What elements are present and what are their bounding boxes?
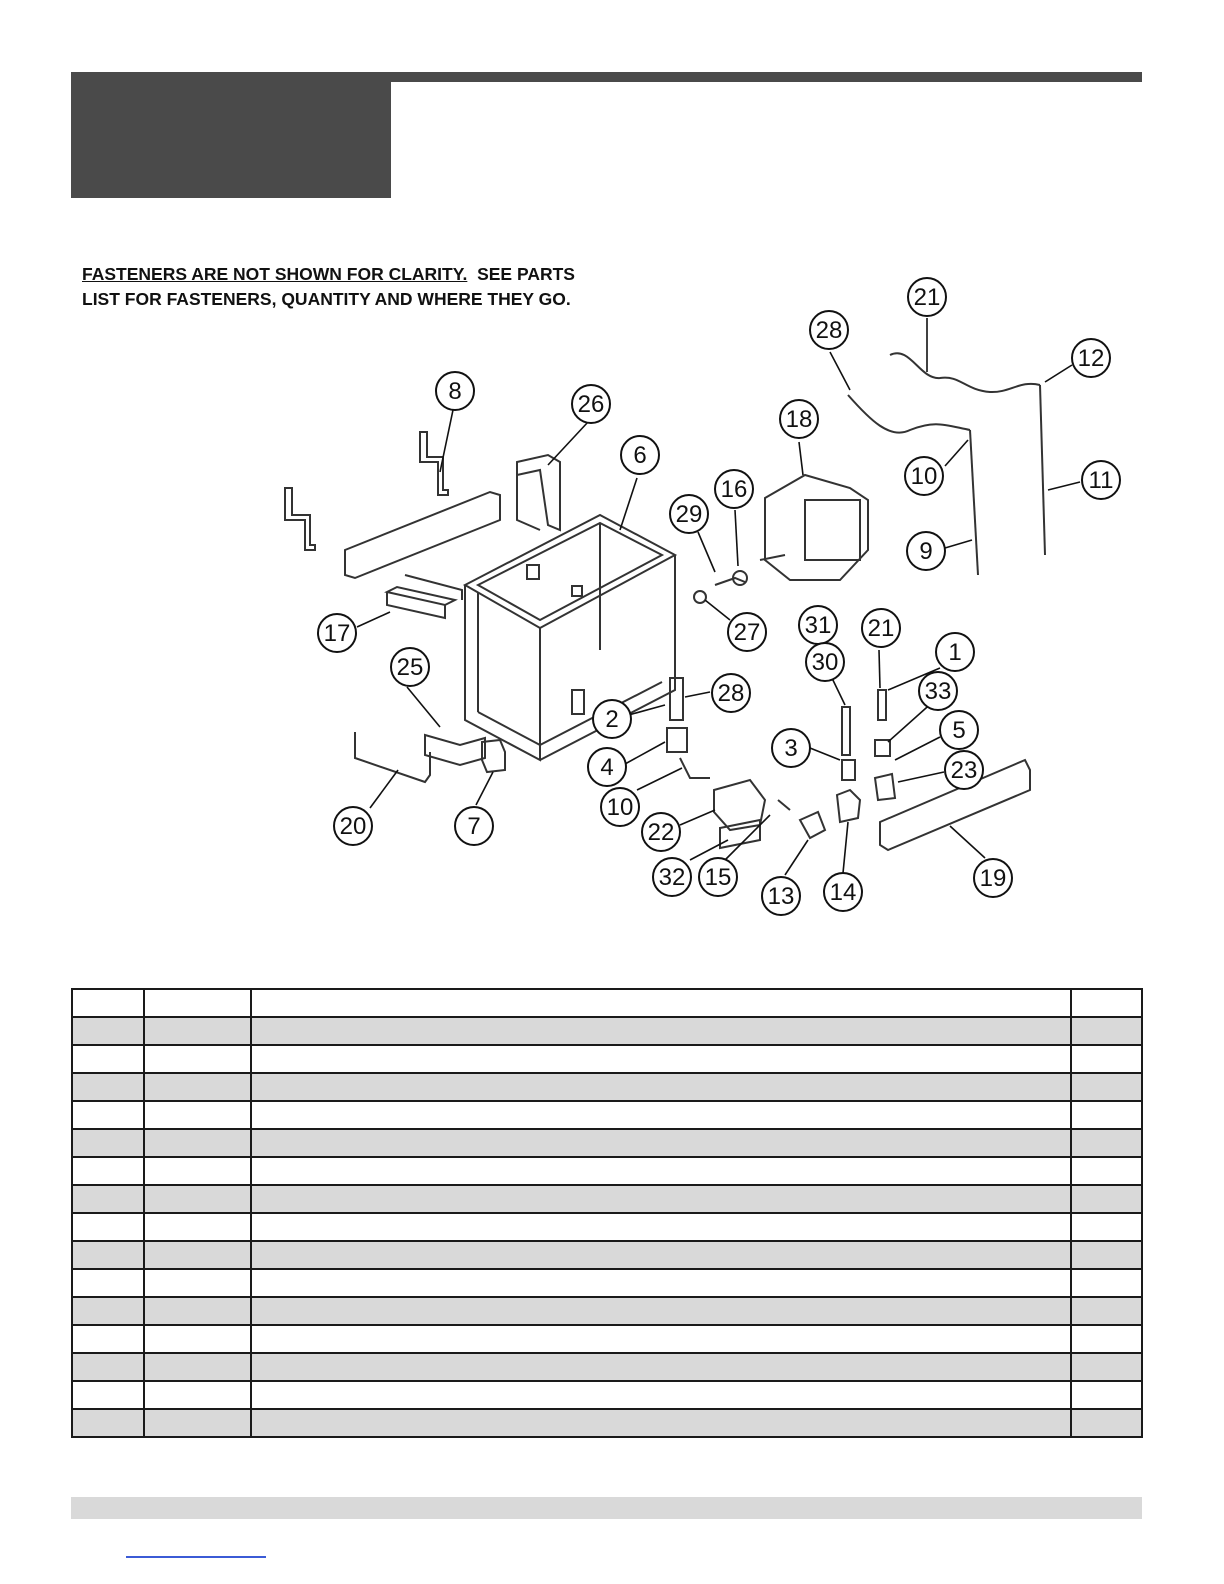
callout-label: 28 (815, 317, 843, 344)
callout-label: 25 (396, 654, 424, 681)
fitting-4 (667, 728, 687, 752)
footer-bar (71, 1497, 1142, 1519)
table-row (72, 1269, 1142, 1297)
note-line1-rest: SEE PARTS (477, 264, 575, 284)
fitting-15 (778, 800, 790, 810)
table-row (72, 1213, 1142, 1241)
callout-label: 9 (919, 538, 933, 565)
callout-label: 21 (867, 615, 895, 642)
diagram-svg (0, 270, 1224, 930)
fitting-30 (842, 707, 850, 755)
note-underlined: FASTENERS ARE NOT SHOWN FOR CLARITY. (82, 264, 468, 284)
callout-label: 1 (948, 639, 962, 666)
callout-label: 33 (924, 678, 952, 705)
fitting-10 (680, 758, 710, 778)
parts-table (71, 988, 1143, 1438)
fitting-28 (670, 678, 683, 720)
fitting-21 (878, 690, 886, 720)
footer-link-underline[interactable] (126, 1556, 266, 1558)
part-17 (387, 587, 455, 605)
callout-label: 27 (733, 619, 761, 646)
table-row (72, 1409, 1142, 1437)
callout-label: 26 (577, 391, 605, 418)
long-channel (345, 492, 500, 578)
callout-label: 6 (633, 442, 647, 469)
table-row (72, 1101, 1142, 1129)
callout-label: 11 (1088, 467, 1114, 494)
callout-label: 31 (804, 612, 832, 639)
callout-label: 28 (717, 680, 745, 707)
callout-label: 32 (658, 864, 686, 891)
callout-label: 14 (829, 879, 857, 906)
header-block (71, 72, 391, 198)
note-line2: LIST FOR FASTENERS, QUANTITY AND WHERE THEY GO. (82, 289, 571, 309)
table-row (72, 1185, 1142, 1213)
callout-label: 22 (647, 819, 675, 846)
fitting-13 (800, 812, 825, 838)
callout-label: 7 (467, 813, 481, 840)
callout-label: 23 (950, 757, 978, 784)
fitting-27 (694, 591, 706, 603)
table-row (72, 1129, 1142, 1157)
line-21 (890, 353, 1040, 392)
callout-label: 29 (675, 501, 703, 528)
callout-label: 20 (339, 813, 367, 840)
callout-label: 30 (811, 649, 839, 676)
table-row (72, 1297, 1142, 1325)
callout-label: 10 (910, 463, 938, 490)
exploded-parts-diagram (0, 270, 1224, 930)
tube-11 (1040, 385, 1045, 555)
table-row (72, 1017, 1142, 1045)
bracket-part (420, 432, 448, 495)
callout-label: 21 (913, 284, 941, 311)
table-row (72, 989, 1142, 1017)
table-row (72, 1157, 1142, 1185)
part-26 (517, 455, 560, 530)
callout-label: 19 (979, 865, 1007, 892)
motor-18 (765, 475, 868, 580)
callout-label: 17 (323, 620, 351, 647)
table-row (72, 1325, 1142, 1353)
table-row (72, 1045, 1142, 1073)
table-row (72, 1381, 1142, 1409)
callout-label: 8 (448, 378, 462, 405)
callout-label: 18 (785, 406, 813, 433)
callout-label: 10 (606, 794, 634, 821)
part-20 (355, 732, 430, 782)
callout-label: 2 (605, 706, 619, 733)
table-row (72, 1241, 1142, 1269)
table-row (72, 1353, 1142, 1381)
callout-label: 3 (784, 735, 798, 762)
callout-label: 13 (767, 883, 795, 910)
bracket-part (285, 488, 315, 550)
callout-label: 16 (720, 476, 748, 503)
fitting-33 (875, 740, 890, 756)
callout-label: 12 (1077, 345, 1105, 372)
header-rule (390, 72, 1142, 82)
tee-14 (837, 790, 860, 822)
tube-9 (970, 430, 978, 575)
part-25 (425, 735, 485, 765)
callout-label: 5 (952, 717, 966, 744)
frame-top (465, 515, 675, 628)
callout-label: 4 (600, 754, 614, 781)
table-row (72, 1073, 1142, 1101)
pump-22 (714, 780, 765, 830)
fitting-3 (842, 760, 855, 780)
fitting-23 (875, 774, 895, 800)
callout-label: 15 (704, 864, 732, 891)
fitting-29 (715, 578, 745, 585)
line-28 (848, 395, 970, 433)
